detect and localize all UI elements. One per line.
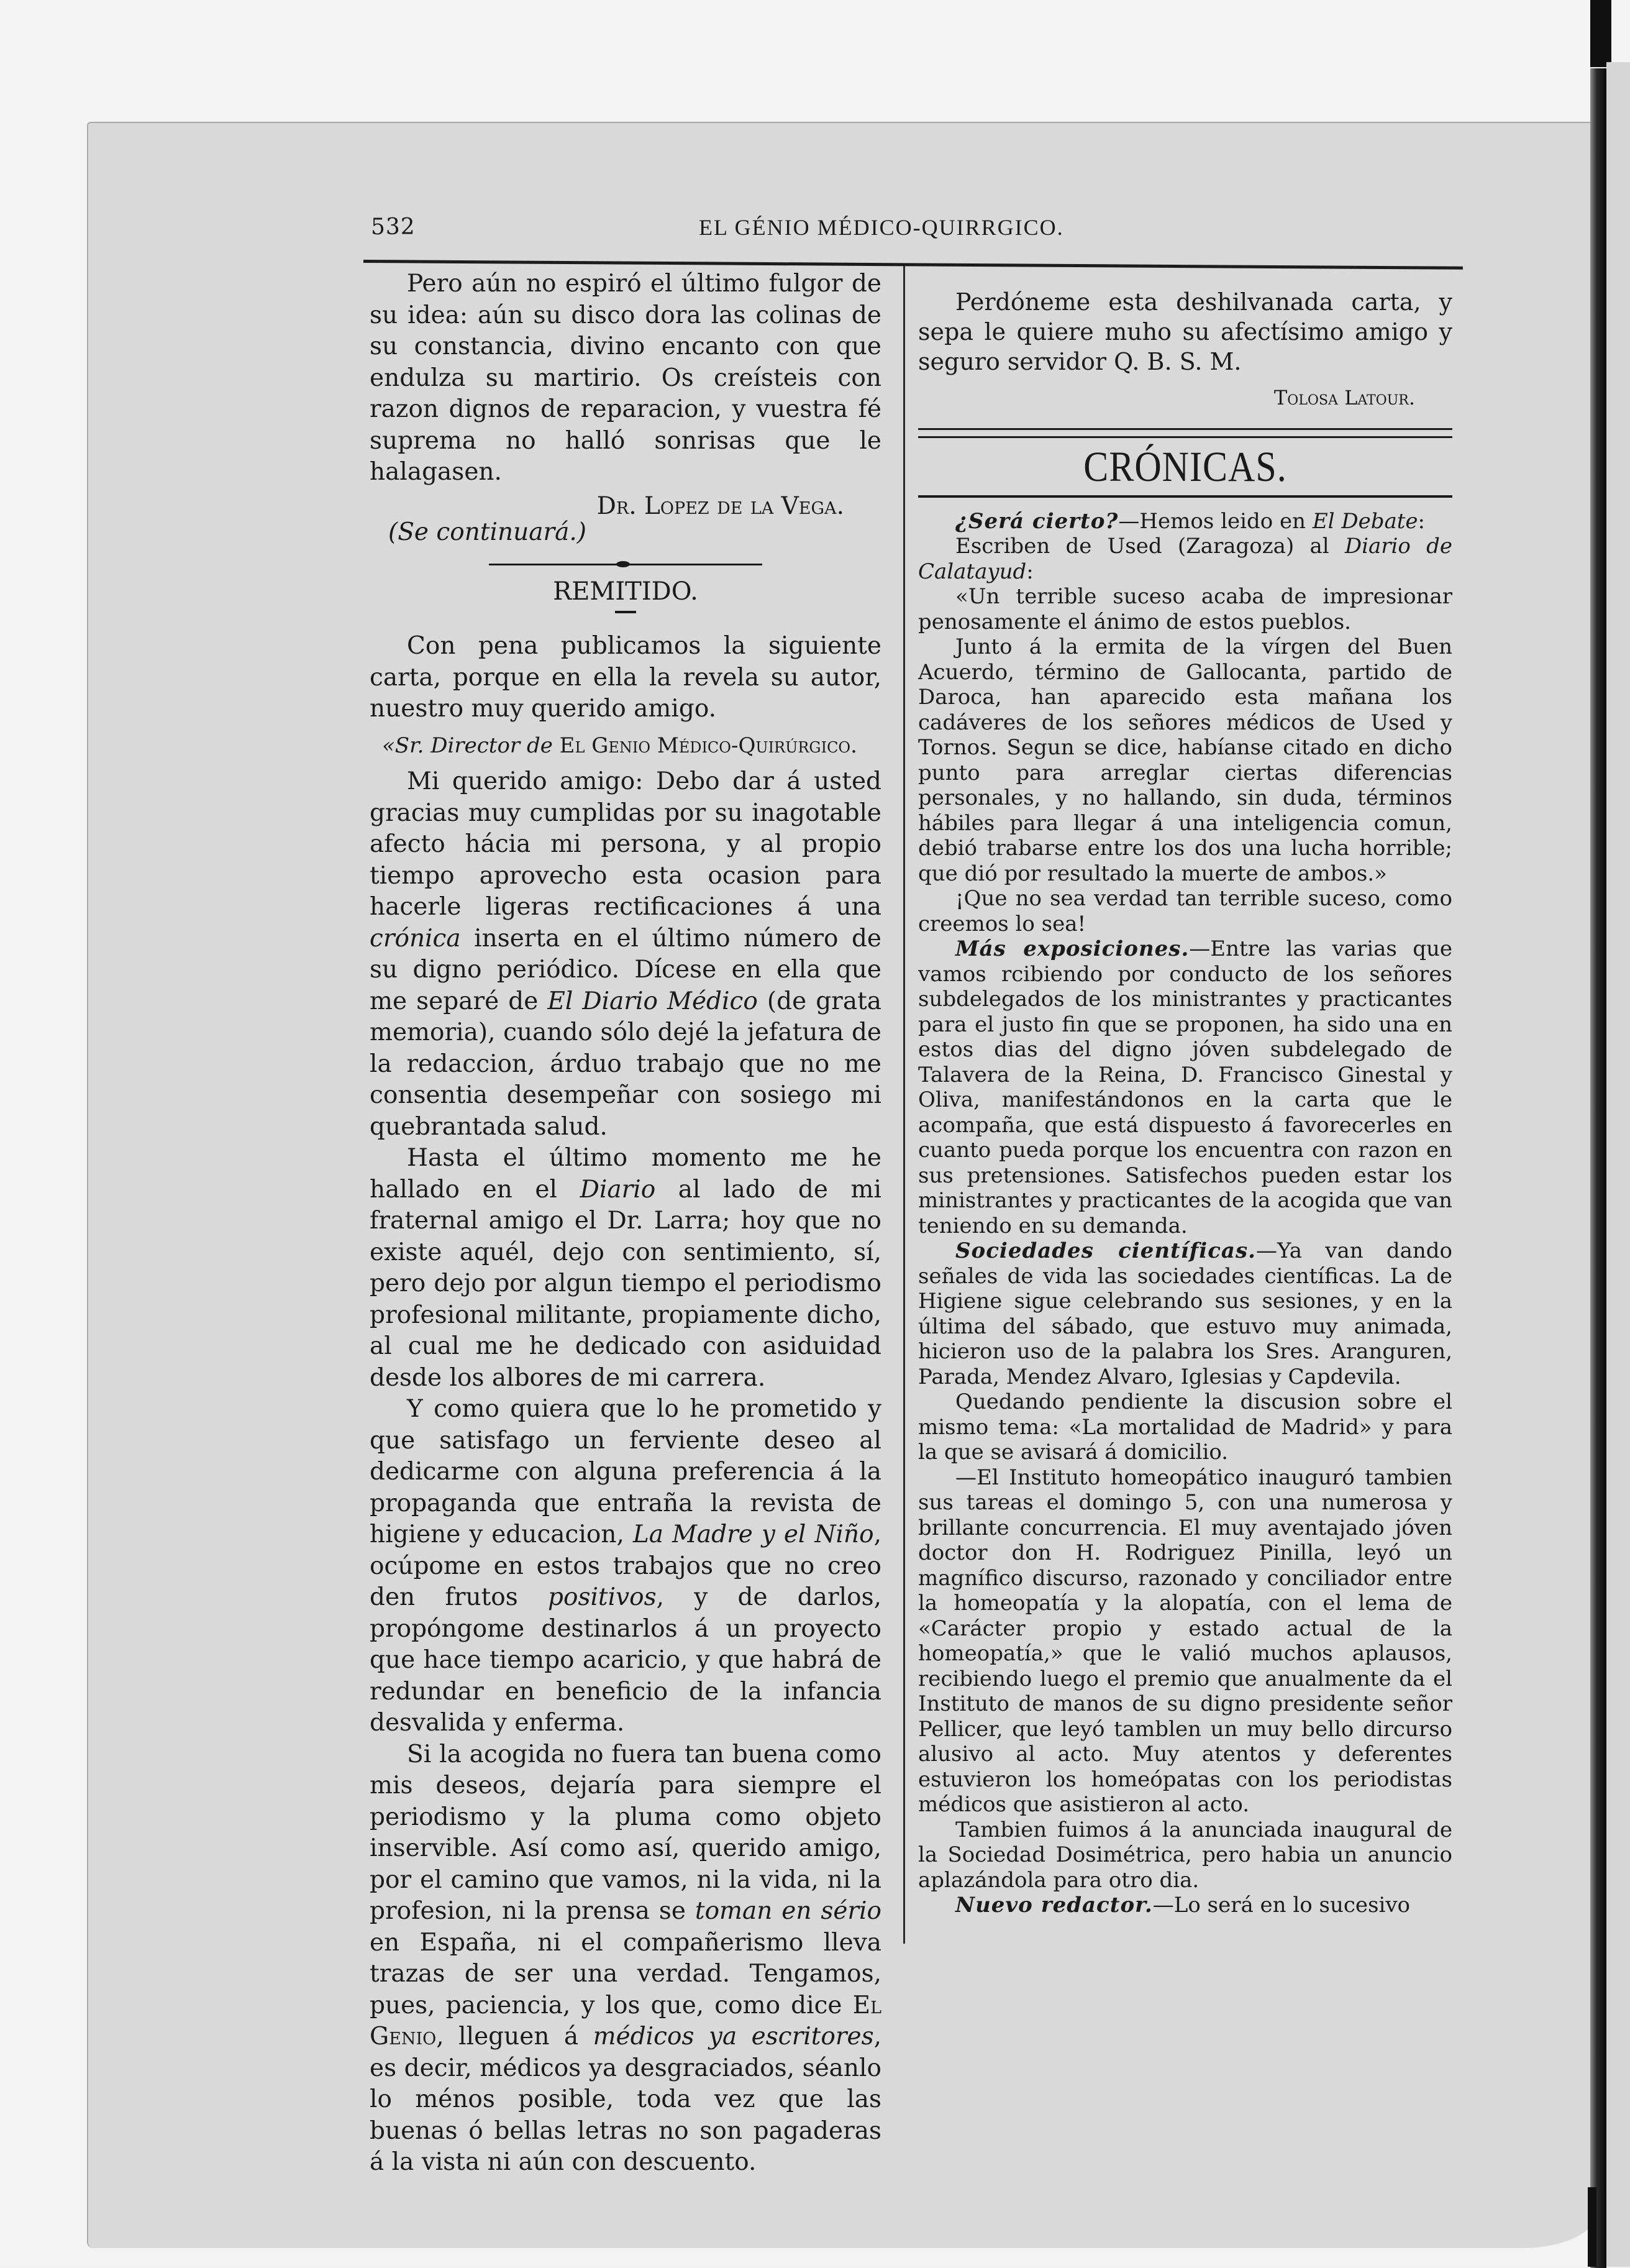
text-run: al lado de mi fraternal amigo el Dr. Larra; hoy que no existe aquél, dejo con sentimiento, sí, pero dejo por algun tiempo el periodismo profesional militante, propiamente dicho, al cual me he dedicado con asiduidad desde los albores de mi carrera.	[370, 1175, 881, 1392]
letter-salutation	[370, 730, 881, 762]
chronicle-item-1-source	[918, 534, 1452, 584]
chronicle-item-3	[918, 1238, 1452, 1389]
italic-run: crónica	[370, 924, 461, 953]
text-run: —Hemos leido en	[1118, 508, 1306, 534]
letter-paragraph-1	[370, 766, 881, 1143]
letter-signature: Tolosa Latour.	[1273, 386, 1415, 409]
chronicle-lead: Más exposiciones.	[955, 936, 1190, 961]
text-run: —Ya van dando señales de vida las sociedades científicas. La de Higiene sigue celebrando sus sesiones, y en la última del sábado, que estuvo muy animada, hicieron uso de la palabra los Sres. Aranguren, Parada, Mendez Alvaro, Iglesias y Capdevila.	[918, 1238, 1453, 1389]
section-rule	[918, 495, 1452, 498]
letter-paragraph-4	[370, 1739, 881, 2179]
italic-run: Diario	[580, 1175, 656, 1204]
chronicle-item-3-homeopathy: —El Instituto homeopático inauguró tambien sus tareas el domingo 5, con una numerosa y brillante concurrencia. El muy aventajado jóven doctor don H. Rodriguez Pinilla, leyó un magnífico discurso, razonado y conciliador entre la homeopatía y la alopatía, con el lema de «Carácter propio y estado actual de la homeopatía,» que le valió muchos aplausos, recibiendo luego el premio que anualmente da el Instituto de manos de su digno presidente señor Pellicer, que leyó tamblen un muy bello dircurso alusivo al acto. Muy atentos y deferentes estuvieron los homeópatas con los periodistas médicos que asistieron al acto.	[918, 1465, 1452, 1817]
chronicle-item-3-continued: Quedando pendiente la discusion sobre el mismo tema: «La mortalidad de Madrid» y para la que se avisará á domicilio.	[918, 1389, 1452, 1465]
chronicle-lead: Nuevo redactor.	[955, 1893, 1153, 1918]
letter-closing: Perdóneme esta deshilvanada carta, y sepa le quiere muho su afectísimo amigo y seguro servidor Q. B. S. M.	[918, 288, 1452, 375]
remitido-intro: Con pena publicamos la siguiente carta, porque en ella la revela su autor, nuestro muy querido amigo.	[370, 632, 881, 723]
text-run: inserta en el último número de su digno periódico. Dícese en ella que me separé de	[370, 924, 881, 1015]
text-run: Y como quiera que lo he prometido y que satisfago un ferviente deseo al dedicarme con alguna preferencia á la propaganda que entraña la revista de higiene y educacion,	[370, 1395, 881, 1548]
facing-page-edge	[1606, 62, 1630, 2267]
text-run: , ocúpome en estos trabajos que no creo den frutos	[370, 1520, 881, 1611]
italic-run: El Debate	[1312, 508, 1418, 534]
chronicle-item-1-comment: ¡Que no sea verdad tan terrible suceso, como creemos lo sea!	[918, 886, 1452, 936]
salutation-journal-name: El Genio Médico-Quirúrgico.	[559, 733, 857, 758]
page-header	[363, 214, 1463, 252]
text-run: :	[1418, 508, 1426, 534]
italic-run: Diario de Calatayud	[918, 534, 1452, 584]
left-column	[370, 268, 881, 2179]
chronicle-item-2	[918, 936, 1452, 1238]
chronicle-item-1-heading	[918, 509, 1452, 534]
text-run: Si la acogida no fuera tan buena como mis deseos, dejaría para siempre el periodismo y la pluma como objeto inservible. Así como así, querido amigo, por el camino que vamos, ni la vida, ni la profesion, ni la prensa se	[370, 1740, 881, 1925]
section-title-cronicas: CRÓNICAS.	[1083, 442, 1287, 490]
chronicle-item-1-quote-1: «Un terrible suceso acaba de impresionar penosamente el ánimo de estos pueblos.	[918, 584, 1452, 634]
book-gutter	[1590, 68, 1606, 2268]
section-title-remitido: REMITIDO.	[553, 577, 698, 606]
running-title: EL GÉNIO MÉDICO-QUIRRGICO.	[699, 215, 1064, 240]
chronicle-item-3-dosimetry: Tambien fuimos á la anunciada inaugural de la Sociedad Dosimétrica, pero habia un anuncio aplazándola para otro dia.	[918, 1817, 1452, 1893]
text-run: Mi querido amigo: Debo dar á usted gracias muy cumplidas por su inagotable afecto hácia mi persona, y al propio tiempo aprovecho esta ocasion para hacerle ligeras rectificaciones á una	[370, 767, 881, 921]
chronicle-lead: ¿Será cierto?	[955, 508, 1119, 534]
text-run: en España, ni el compañerismo lleva trazas de ser una verdad. Tengamos, pues, paciencia, y los que, como dice	[370, 1928, 881, 2019]
text-run: Hasta el último momento me he hallado en el	[370, 1144, 881, 1204]
right-column	[918, 268, 1452, 1918]
text-run: , y de darlos, propóngome destinarlos á un proyecto que hace tiempo acaricio, y que habrá de redundar en beneficio de la infancia desvalida y enferma.	[370, 1583, 882, 1737]
text-run: , lleguen á	[436, 2023, 579, 2051]
letter-paragraph-3	[370, 1394, 881, 1739]
author-signature: Dr. Lopez de la Vega.	[596, 492, 844, 520]
text-run: Escriben de Used (Zaragoza) al	[955, 534, 1329, 559]
page-number: 532	[371, 214, 416, 240]
italic-run: toman en sério	[694, 1897, 882, 1925]
chronicle-item-4	[918, 1893, 1452, 1918]
italic-run: La Madre y el Niño	[632, 1520, 874, 1548]
ornament-divider	[489, 561, 762, 567]
letter-paragraph-2	[370, 1143, 881, 1394]
text-run: :	[1026, 559, 1034, 584]
continued-note: (Se continuará.)	[388, 518, 586, 546]
short-rule	[615, 611, 636, 613]
opening-paragraph: Pero aún no espiró el último fulgor de su idea: aún su disco dora las colinas de su constancia, divino encanto con que endulza su martirio. Os creísteis con razon dignos de reparacion, y vuestra fé suprema no halló sonrisas que le halagasen.	[370, 270, 881, 486]
italic-run: El Diario Médico	[547, 987, 758, 1015]
italic-run: médicos ya escritores	[593, 2023, 874, 2051]
double-rule	[918, 428, 1452, 438]
salutation-italic: «Sr. Director de	[382, 733, 553, 758]
binding-shadow-top	[1590, 0, 1611, 67]
binding-shadow-bottom	[1588, 2187, 1596, 2267]
italic-run: positivos	[548, 1583, 657, 1611]
small-caps-run: El Genio	[370, 1991, 881, 2051]
column-divider	[903, 266, 905, 1944]
chronicle-item-1-quote-2: Junto á la ermita de la vírgen del Buen Acuerdo, término de Gallocanta, partido de Daroca, han aparecido esta mañana los cadáveres de los señores médicos de Used y Tornos. Segun se dice, habíanse citado en dicho punto para arreglar ciertas diferencias personales, y no hallando, sin duda, términos hábiles para llegar á una inteligencia comun, debió trabarse entre los dos una lucha horrible; que dió por resultado la muerte de ambos.»	[918, 634, 1452, 886]
chronicle-lead: Sociedades científicas.	[955, 1238, 1256, 1263]
text-run: —Lo será en lo sucesivo	[1152, 1893, 1411, 1918]
text-run: , es decir, médicos ya desgraciados, séanlo lo ménos posible, toda vez que las buenas ó bellas letras no son pagaderas á la vista ni aún con descuento.	[370, 2023, 882, 2176]
text-run: (de grata memoria), cuando sólo dejé la jefatura de la redaccion, árduo trabajo que no me consentia desempeñar con sosiego mi quebrantada salud.	[370, 987, 882, 1141]
text-run: —Entre las varias que vamos rcibiendo por conducto de los señores subdelegados de los ministrantes y practicantes para el justo fin que se proponen, ha sido una en estos dias del digno jóven subdelegado de Talavera de la Reina, D. Francisco Ginestal y Oliva, manifestándonos en la carta que le acompaña, que está dispuesto á favorecerles en cuanto pueda porque los encuentra con razon en sus pretensiones. Satisfechos pueden estar los ministrantes y practicantes de la acogida que van teniendo en su demanda.	[918, 936, 1452, 1238]
